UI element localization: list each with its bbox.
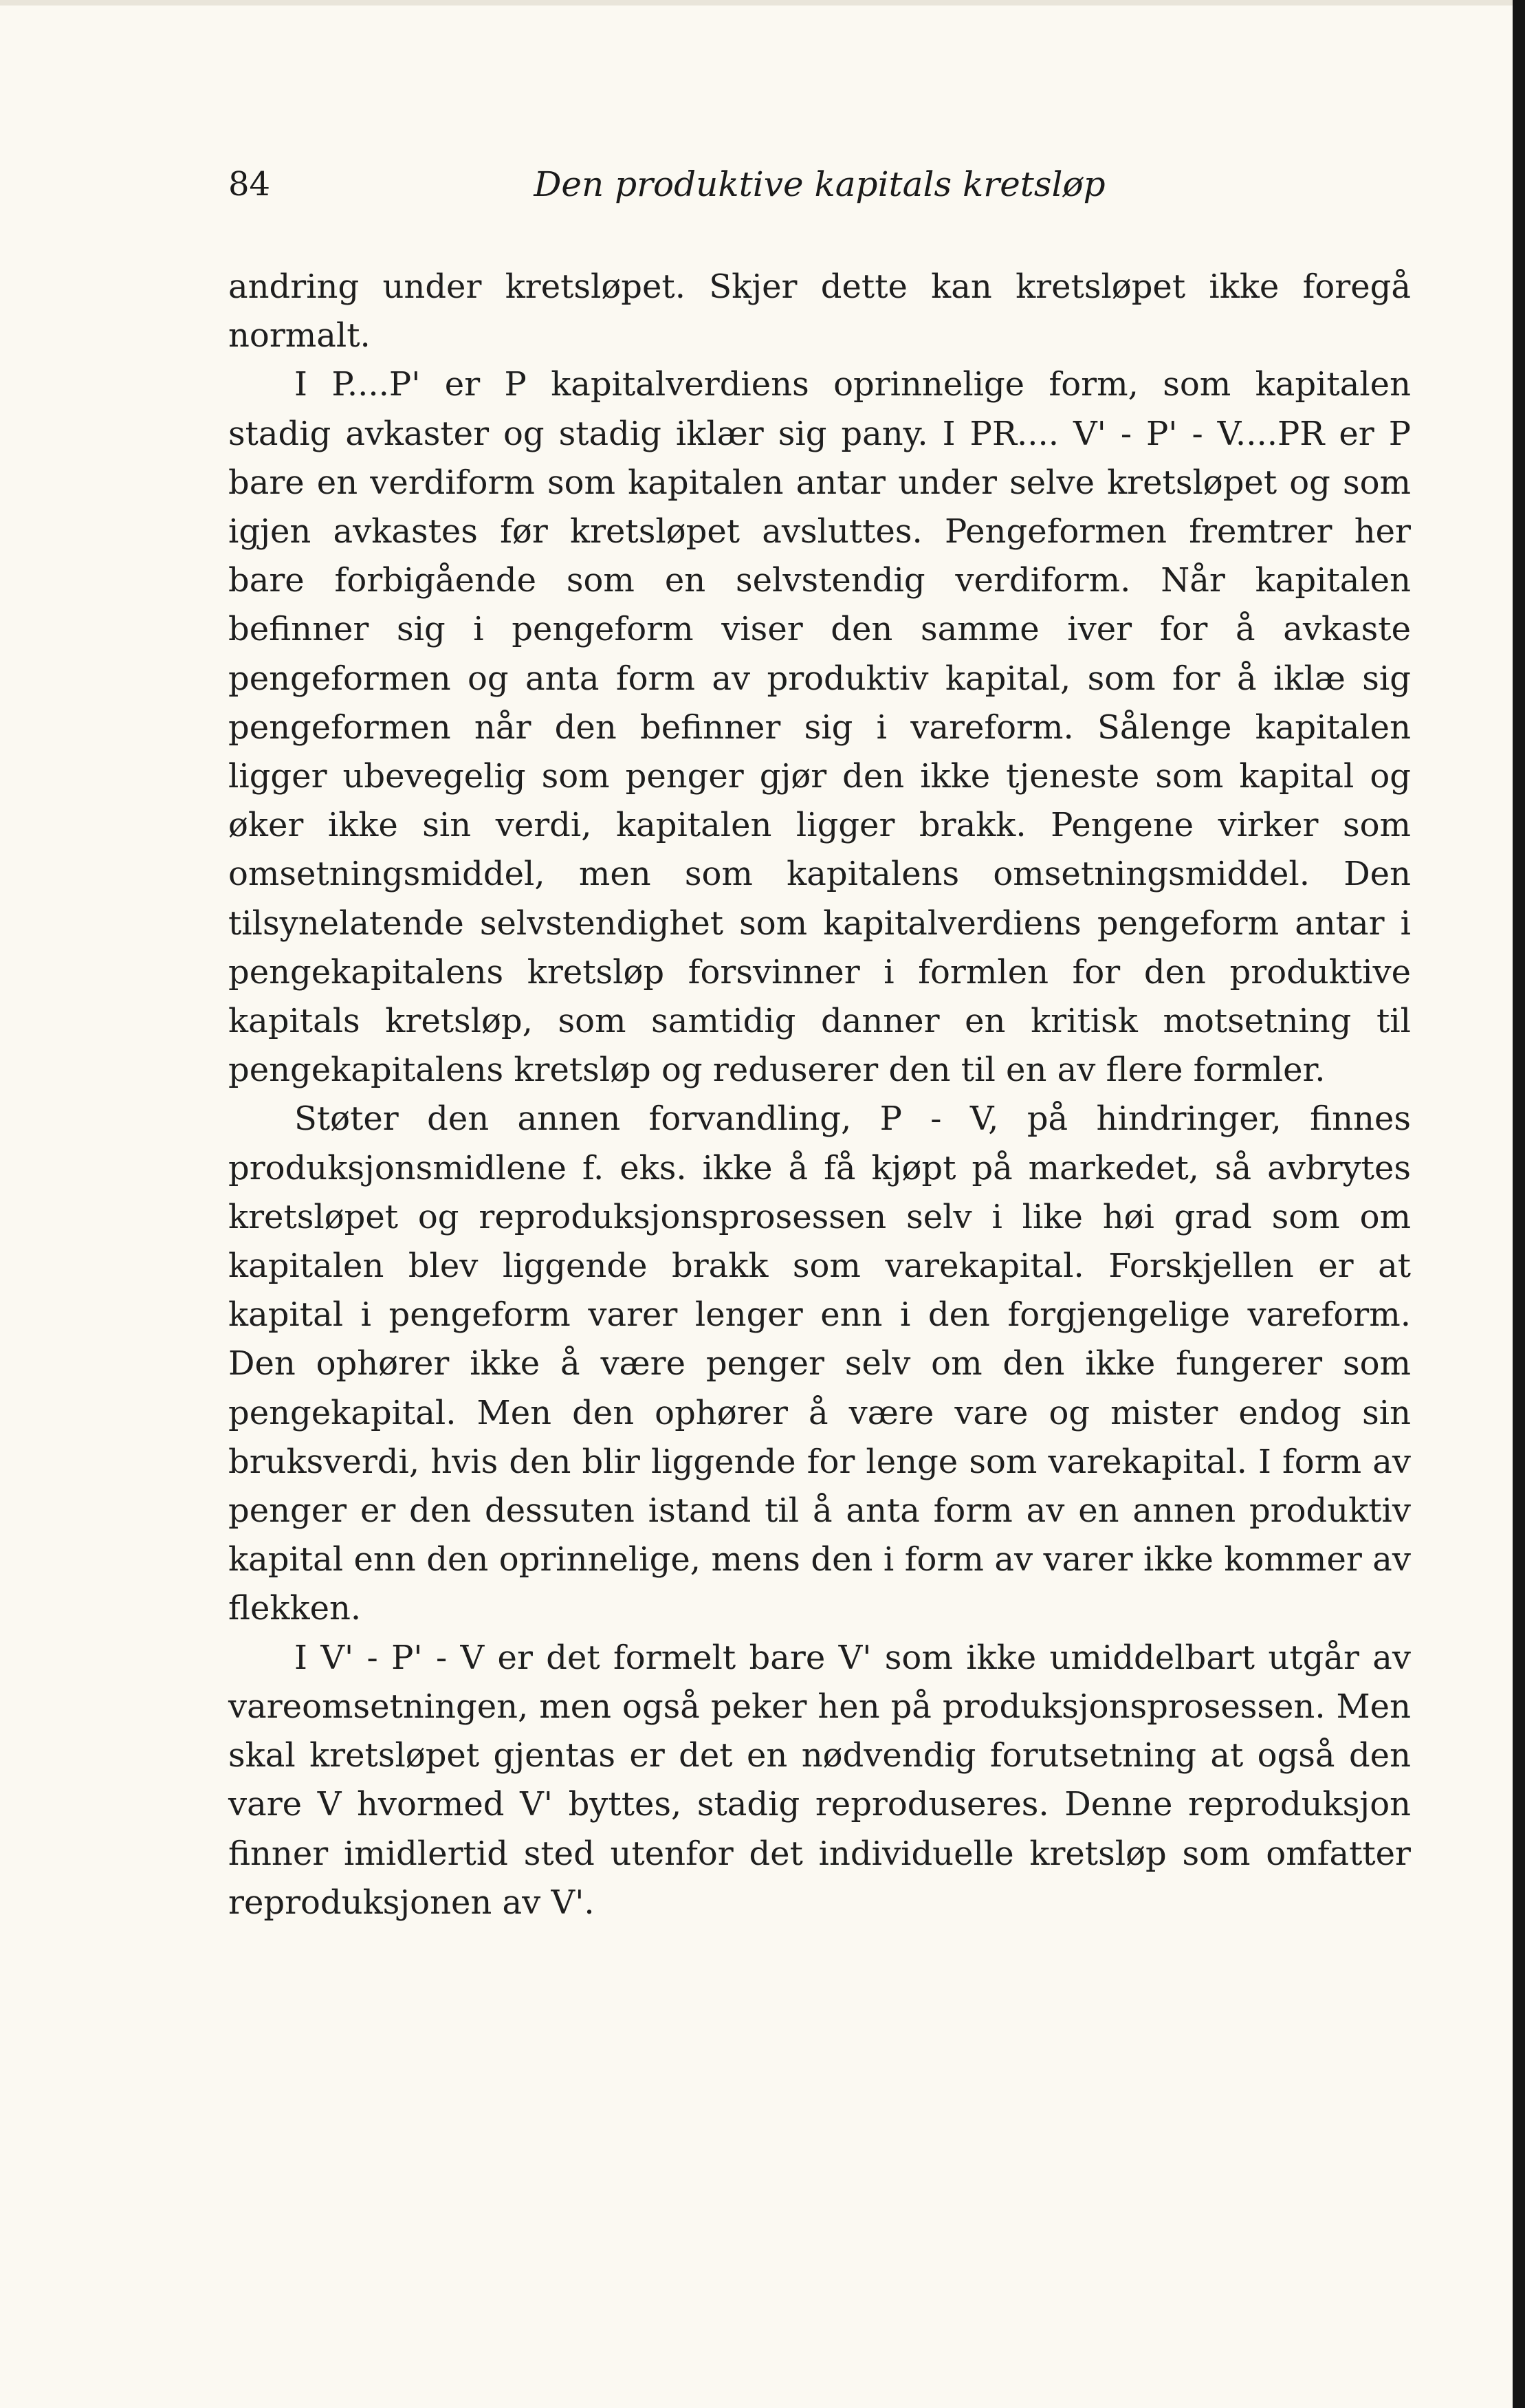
page-top-edge: [0, 0, 1513, 6]
paragraph-2: I P....P' er P kapitalverdiens oprinnelige form, som kapitalen stadig avkaster og stadig iklær sig pany. I PR.... V' - P' - V....PR er P bare en verdiform som kapitalen antar under selve kretsløpet og som igjen avkastes før kretsløpet avsluttes. Pengeformen fremtrer her bare forbigående som en selvstendig verdiform. Når kapitalen befinner sig i pengeform viser den samme iver for å avkaste pengeformen og anta form av produktiv kapital, som for å iklæ sig pengeformen når den befinner sig i vareform. Sålenge kapitalen ligger ubevegelig som penger gjør den ikke tjeneste som kapital og øker ikke sin verdi, kapitalen ligger brakk. Pengene virker som omsetningsmiddel, men som kapitalens omsetningsmiddel. Den tilsynelatende selvstendighet som kapitalverdiens pengeform antar i pengekapitalens kretsløp forsvinner i formlen for den produktive kapitals kretsløp, som samtidig danner en kritisk motsetning til pengekapitalens kretsløp og reduserer den til en av flere formler.: [228, 365, 1411, 1090]
running-title: Den produktive kapitals kretsløp: [534, 164, 1106, 204]
page-number: 84: [228, 165, 271, 204]
paragraph-1: andring under kretsløpet. Skjer dette kan kretsløpet ikke foregå normalt.: [228, 267, 1411, 355]
page-header: [228, 157, 1411, 212]
body-text: [228, 263, 1411, 1927]
paragraph-3: Støter den annen forvandling, P - V, på hindringer, finnes produksjonsmidlene f. eks. ikke å få kjøpt på markedet, så avbrytes kretsløpet og reproduksjonsprosessen selv i like høi grad som om kapitalen blev liggende brakk som varekapital. Forskjellen er at kapital i pengeform varer lenger enn i den forgjengelige vareform. Den ophører ikke å være penger selv om den ikke fungerer som pengekapital. Men den ophører å være vare og mister endog sin bruksverdi, hvis den blir liggende for lenge som varekapital. I form av penger er den dessuten istand til å anta form av en annen produktiv kapital enn den oprinnelige, mens den i form av varer ikke kommer av flekken.: [228, 1099, 1411, 1628]
paragraph-4: I V' - P' - V er det formelt bare V' som ikke umiddelbart utgår av vareomsetningen, men også peker hen på produksjonsprosessen. Men skal kretsløpet gjentas er det en nødvendig forutsetning at også den vare V hvormed V' byttes, stadig reproduseres. Denne reproduksjon finner imidlertid sted utenfor det individuelle kretsløp som omfatter reproduksjonen av V'.: [228, 1638, 1411, 1922]
